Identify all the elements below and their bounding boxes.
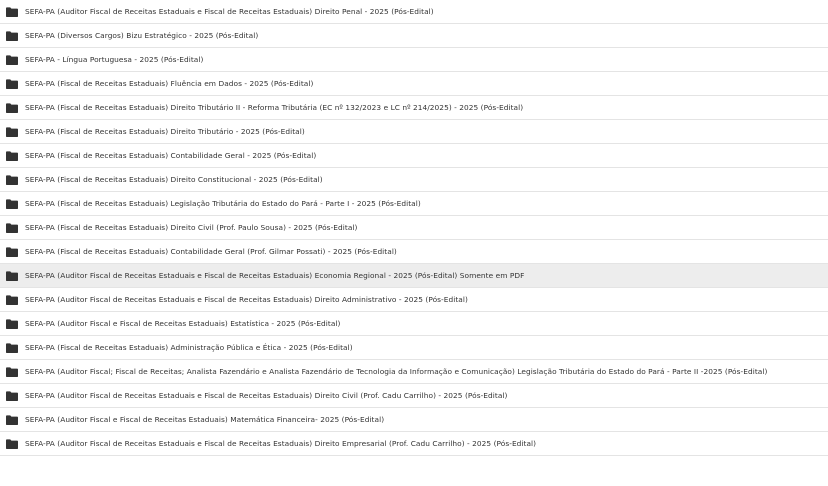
folder-row[interactable] [0,240,828,264]
folder-name: SEFA-PA (Diversos Cargos) Bizu Estratégico - 2025 (Pós-Edital) [25,31,259,40]
folder-row[interactable] [0,336,828,360]
folder-name: SEFA-PA (Auditor Fiscal de Receitas Estaduais e Fiscal de Receitas Estaduais) Direito Empresarial (Prof. Cadu Carrilho) - 2025 (Pós-Edital) [25,439,537,448]
folder-row[interactable] [0,432,828,456]
folder-icon [6,103,18,113]
folder-row[interactable] [0,384,828,408]
folder-icon [6,79,18,89]
folder-row[interactable] [0,48,828,72]
folder-row[interactable] [0,24,828,48]
folder-row[interactable] [0,312,828,336]
folder-row[interactable] [0,360,828,384]
folder-icon [6,31,18,41]
folder-icon [6,439,18,449]
folder-name: SEFA-PA (Auditor Fiscal de Receitas Estaduais e Fiscal de Receitas Estaduais) Direito Civil (Prof. Cadu Carrilho) - 2025 (Pós-Edital) [25,391,508,400]
folder-row[interactable] [0,0,828,24]
folder-row[interactable] [0,408,828,432]
folder-row[interactable] [0,144,828,168]
folder-name: SEFA-PA (Auditor Fiscal de Receitas Estaduais e Fiscal de Receitas Estaduais) Economia Regional - 2025 (Pós-Edital) Somente em PDF [25,271,525,280]
folder-icon [6,223,18,233]
folder-name: SEFA-PA (Fiscal de Receitas Estaduais) Contabilidade Geral - 2025 (Pós-Edital) [25,151,317,160]
folder-name: SEFA-PA (Auditor Fiscal de Receitas Estaduais e Fiscal de Receitas Estaduais) Direito Administrativo - 2025 (Pós-Edital) [25,295,468,304]
folder-row[interactable] [0,216,828,240]
folder-name: SEFA-PA (Fiscal de Receitas Estaduais) Legislação Tributária do Estado do Pará - Parte I - 2025 (Pós-Edital) [25,199,421,208]
folder-icon [6,319,18,329]
folder-row[interactable] [0,264,828,288]
folder-name: SEFA-PA (Fiscal de Receitas Estaduais) Direito Tributário - 2025 (Pós-Edital) [25,127,305,136]
folder-name: SEFA-PA (Auditor Fiscal; Fiscal de Receitas; Analista Fazendário e Analista Fazendário de Tecnologia da Informação e Comunicação) Legislação Tributária do Estado do Pará - Parte II -2025 (Pós-Edital) [25,367,768,376]
folder-icon [6,367,18,377]
folder-name: SEFA-PA (Auditor Fiscal e Fiscal de Receitas Estaduais) Estatística - 2025 (Pós-Edital) [25,319,341,328]
folder-icon [6,271,18,281]
folder-icon [6,343,18,353]
folder-icon [6,199,18,209]
folder-name: SEFA-PA (Fiscal de Receitas Estaduais) Direito Civil (Prof. Paulo Sousa) - 2025 (Pós-Edital) [25,223,358,232]
folder-icon [6,391,18,401]
folder-row[interactable] [0,192,828,216]
folder-icon [6,175,18,185]
folder-icon [6,295,18,305]
folder-name: SEFA-PA (Auditor Fiscal e Fiscal de Receitas Estaduais) Matemática Financeira- 2025 (Pós-Edital) [25,415,385,424]
folder-name: SEFA-PA (Auditor Fiscal de Receitas Estaduais e Fiscal de Receitas Estaduais) Direito Penal - 2025 (Pós-Edital) [25,7,434,16]
folder-name: SEFA-PA (Fiscal de Receitas Estaduais) Fluência em Dados - 2025 (Pós-Edital) [25,79,314,88]
folder-icon [6,55,18,65]
folder-icon [6,7,18,17]
folder-name: SEFA-PA - Língua Portuguesa - 2025 (Pós-Edital) [25,55,204,64]
folder-row[interactable] [0,72,828,96]
folder-name: SEFA-PA (Fiscal de Receitas Estaduais) Direito Constitucional - 2025 (Pós-Edital) [25,175,323,184]
folder-icon [6,127,18,137]
folder-icon [6,415,18,425]
folder-row[interactable] [0,96,828,120]
folder-icon [6,151,18,161]
folder-name: SEFA-PA (Fiscal de Receitas Estaduais) Administração Pública e Ética - 2025 (Pós-Edital) [25,343,353,352]
folder-row[interactable] [0,288,828,312]
folder-row[interactable] [0,168,828,192]
folder-name: SEFA-PA (Fiscal de Receitas Estaduais) Contabilidade Geral (Prof. Gilmar Possati) - 2025 (Pós-Edital) [25,247,397,256]
folder-name: SEFA-PA (Fiscal de Receitas Estaduais) Direito Tributário II - Reforma Tributária (EC nº 132/2023 e LC nº 214/2025) - 2025 (Pós-Edital) [25,103,524,112]
folder-icon [6,247,18,257]
folder-row[interactable] [0,120,828,144]
